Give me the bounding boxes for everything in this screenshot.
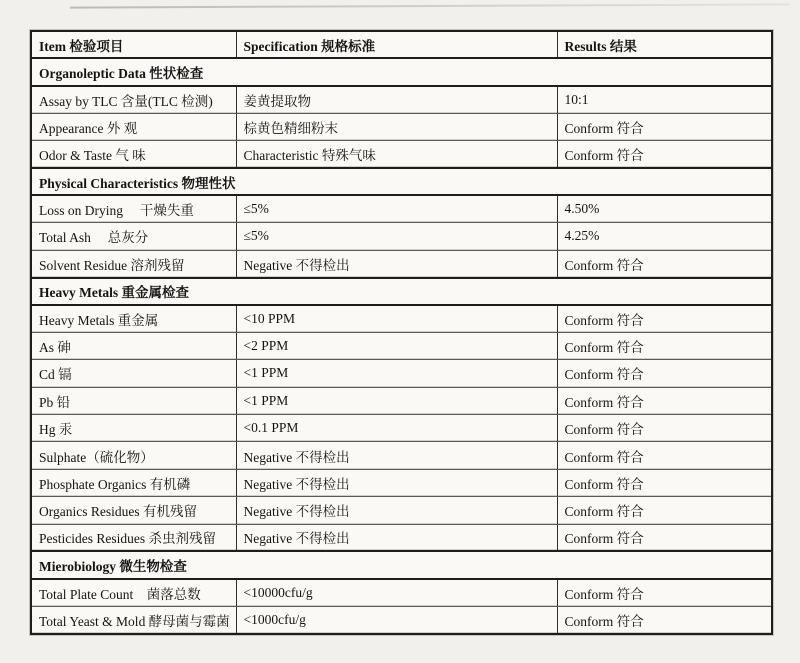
- item-cell: Total Yeast & Mold 酵母菌与霉菌: [31, 606, 236, 633]
- spec-cell: ≤5%: [236, 195, 557, 222]
- table-row-phosphate-organics: [31, 469, 772, 496]
- result-cell: Conform 符合: [557, 442, 772, 469]
- item-cell: Total Ash 总灰分: [31, 223, 236, 250]
- result-cell: 10:1: [557, 86, 772, 113]
- section-row-microbiology: [31, 551, 772, 578]
- spec-cell: Negative 不得检出: [236, 469, 557, 496]
- table-row-total-yeast-mold: [31, 606, 772, 633]
- spec-cell: <10000cfu/g: [236, 579, 557, 606]
- section-title: Organoleptic Data 性状检查: [31, 58, 772, 85]
- spec-cell: <10 PPM: [236, 305, 557, 332]
- section-title: Mierobiology 微生物检查: [31, 551, 772, 578]
- scan-artifact-line: [70, 3, 790, 8]
- table-row-mercury: [31, 414, 772, 441]
- spec-cell: ≤5%: [236, 223, 557, 250]
- spec-cell: <1000cfu/g: [236, 606, 557, 633]
- section-row-organoleptic: [31, 58, 772, 85]
- section-row-heavy-metals: [31, 278, 772, 305]
- item-cell: Heavy Metals 重金属: [31, 305, 236, 332]
- item-cell: Phosphate Organics 有机磷: [31, 469, 236, 496]
- table-row-loss-on-drying: [31, 195, 772, 222]
- header-row: [31, 31, 772, 58]
- table-row-heavy-metals: [31, 305, 772, 332]
- table-row-lead: [31, 387, 772, 414]
- spec-cell: Negative 不得检出: [236, 497, 557, 524]
- item-cell: Assay by TLC 含量(TLC 检测): [31, 86, 236, 113]
- item-cell: Organics Residues 有机残留: [31, 497, 236, 524]
- table-row-assay-by-tlc: [31, 86, 772, 113]
- result-cell: Conform 符合: [557, 469, 772, 496]
- table-row-total-ash: [31, 223, 772, 250]
- item-cell: Pb 铅: [31, 387, 236, 414]
- result-cell: Conform 符合: [557, 360, 772, 387]
- result-cell: Conform 符合: [557, 250, 772, 277]
- spec-cell: <1 PPM: [236, 360, 557, 387]
- table-row-sulphate: [31, 442, 772, 469]
- item-cell: Appearance 外 观: [31, 113, 236, 140]
- section-row-physical: [31, 168, 772, 195]
- spec-cell: Characteristic 特殊气味: [236, 141, 557, 168]
- item-cell: Loss on Drying 干燥失重: [31, 195, 236, 222]
- result-cell: Conform 符合: [557, 524, 772, 551]
- table-row-arsenic: [31, 332, 772, 359]
- result-cell: Conform 符合: [557, 305, 772, 332]
- item-cell: Hg 汞: [31, 414, 236, 441]
- column-header-specification: Specification 规格标准: [236, 31, 557, 58]
- section-title: Heavy Metals 重金属检查: [31, 278, 772, 305]
- table-row-cadmium: [31, 360, 772, 387]
- spec-cell: <2 PPM: [236, 332, 557, 359]
- table-row-appearance: [31, 113, 772, 140]
- specification-table: [30, 30, 773, 635]
- result-cell: Conform 符合: [557, 387, 772, 414]
- item-cell: Pesticides Residues 杀虫剂残留: [31, 524, 236, 551]
- result-cell: 4.50%: [557, 195, 772, 222]
- spec-cell: <0.1 PPM: [236, 414, 557, 441]
- item-cell: Total Plate Count 菌落总数: [31, 579, 236, 606]
- result-cell: 4.25%: [557, 223, 772, 250]
- spec-cell: <1 PPM: [236, 387, 557, 414]
- item-cell: Odor & Taste 气 味: [31, 141, 236, 168]
- spec-cell: Negative 不得检出: [236, 250, 557, 277]
- result-cell: Conform 符合: [557, 332, 772, 359]
- item-cell: As 砷: [31, 332, 236, 359]
- column-header-results: Results 结果: [557, 31, 772, 58]
- table-row-total-plate-count: [31, 579, 772, 606]
- result-cell: Conform 符合: [557, 414, 772, 441]
- result-cell: Conform 符合: [557, 606, 772, 633]
- table-row-solvent-residue: [31, 250, 772, 277]
- result-cell: Conform 符合: [557, 579, 772, 606]
- item-cell: Cd 镉: [31, 360, 236, 387]
- item-cell: Solvent Residue 溶剂残留: [31, 250, 236, 277]
- result-cell: Conform 符合: [557, 113, 772, 140]
- item-cell: Sulphate（硫化物）: [31, 442, 236, 469]
- table-row-organics-residues: [31, 497, 772, 524]
- spec-cell: 姜黄提取物: [236, 86, 557, 113]
- table-row-pesticides-residues: [31, 524, 772, 551]
- spec-cell: Negative 不得检出: [236, 442, 557, 469]
- result-cell: Conform 符合: [557, 141, 772, 168]
- table-row-odor-taste: [31, 141, 772, 168]
- result-cell: Conform 符合: [557, 497, 772, 524]
- section-title: Physical Characteristics 物理性状: [31, 168, 772, 195]
- spec-cell: 棕黄色精细粉末: [236, 113, 557, 140]
- spec-cell: Negative 不得检出: [236, 524, 557, 551]
- column-header-item: Item 检验项目: [31, 31, 236, 58]
